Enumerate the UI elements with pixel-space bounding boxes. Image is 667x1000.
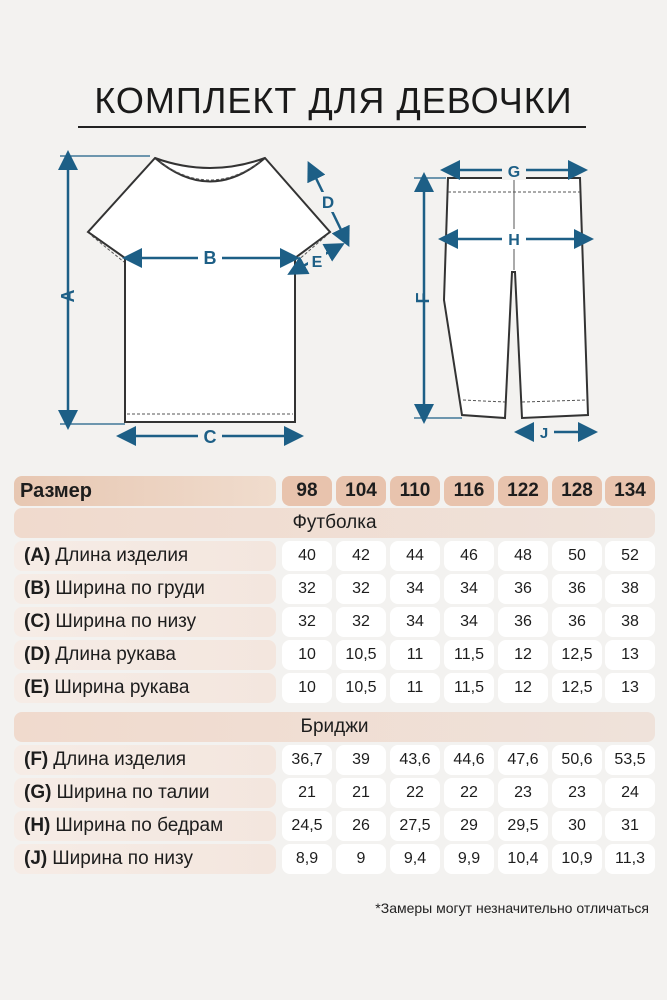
table-cell: 30 — [552, 811, 602, 841]
table-row — [14, 778, 655, 808]
table-cell: 9,9 — [444, 844, 494, 874]
section-title-tshirt: Футболка — [14, 508, 655, 538]
table-cell: 13 — [605, 673, 655, 703]
garment-diagram — [0, 140, 667, 460]
table-cell: 52 — [605, 541, 655, 571]
table-cell: 11 — [390, 640, 440, 670]
row-label: Ширина по груди — [55, 578, 205, 599]
table-cell: 9 — [336, 844, 386, 874]
size-98: 98 — [282, 476, 332, 506]
breeches-icon — [444, 178, 588, 418]
table-cell: 13 — [605, 640, 655, 670]
table-cell: 24,5 — [282, 811, 332, 841]
table-cell: 34 — [444, 574, 494, 604]
table-cell: 11,5 — [444, 673, 494, 703]
table-cell: 12 — [498, 673, 548, 703]
table-cell: 40 — [282, 541, 332, 571]
row-letter: (C) — [24, 611, 51, 632]
row-letter: (G) — [24, 782, 52, 803]
row-letter: (J) — [24, 848, 48, 869]
table-cell: 34 — [444, 607, 494, 637]
table-cell: 36 — [498, 574, 548, 604]
table-cell: 38 — [605, 574, 655, 604]
table-header-row — [14, 476, 655, 506]
table-cell: 34 — [390, 574, 440, 604]
row-label: Ширина по талии — [56, 782, 210, 803]
size-header-label: Размер — [14, 476, 276, 506]
table-cell: 36 — [498, 607, 548, 637]
table-cell: 24 — [605, 778, 655, 808]
row-letter: (E) — [24, 677, 50, 698]
table-cell: 10,9 — [552, 844, 602, 874]
table-cell: 39 — [336, 745, 386, 775]
table-cell: 38 — [605, 607, 655, 637]
table-cell: 36 — [552, 607, 602, 637]
page-title: КОМПЛЕКТ ДЛЯ ДЕВОЧКИ — [94, 80, 573, 121]
dimension-j-label: J — [539, 425, 549, 442]
size-110: 110 — [390, 476, 440, 506]
table-cell: 23 — [552, 778, 602, 808]
table-cell: 21 — [282, 778, 332, 808]
size-122: 122 — [498, 476, 548, 506]
table-cell: 12 — [498, 640, 548, 670]
row-letter: (H) — [24, 815, 51, 836]
table-cell: 10 — [282, 640, 332, 670]
size-128: 128 — [552, 476, 602, 506]
table-cell: 26 — [336, 811, 386, 841]
table-cell: 9,4 — [390, 844, 440, 874]
table-row — [14, 745, 655, 775]
table-row — [14, 673, 655, 703]
row-letter: (A) — [24, 545, 51, 566]
row-label: Длина изделия — [53, 749, 187, 770]
table-row — [14, 574, 655, 604]
tshirt-icon — [88, 158, 330, 422]
dimension-a-label: A — [58, 289, 78, 303]
dimension-h-label: H — [508, 232, 520, 249]
dimension-d-label: D — [321, 193, 335, 212]
dimension-b-label: B — [203, 248, 217, 268]
row-label: Ширина по низу — [55, 611, 197, 632]
table-row — [14, 607, 655, 637]
table-cell: 44 — [390, 541, 440, 571]
dimension-c-label: C — [203, 427, 217, 447]
table-cell: 50,6 — [552, 745, 602, 775]
table-cell: 47,6 — [498, 745, 548, 775]
size-104: 104 — [336, 476, 386, 506]
table-cell: 29,5 — [498, 811, 548, 841]
table-cell: 32 — [336, 607, 386, 637]
table-cell: 46 — [444, 541, 494, 571]
table-cell: 8,9 — [282, 844, 332, 874]
table-cell: 10,4 — [498, 844, 548, 874]
table-cell: 42 — [336, 541, 386, 571]
table-cell: 32 — [336, 574, 386, 604]
table-cell: 43,6 — [390, 745, 440, 775]
table-cell: 31 — [605, 811, 655, 841]
footnote: *Замеры могут незначительно отличаться — [375, 900, 649, 916]
table-cell: 22 — [390, 778, 440, 808]
table-cell: 10,5 — [336, 673, 386, 703]
table-cell: 53,5 — [605, 745, 655, 775]
row-letter: (D) — [24, 644, 51, 665]
table-cell: 12,5 — [552, 673, 602, 703]
table-cell: 23 — [498, 778, 548, 808]
table-cell: 44,6 — [444, 745, 494, 775]
row-label: Длина рукава — [55, 644, 176, 665]
title-underline — [78, 126, 586, 128]
table-cell: 10 — [282, 673, 332, 703]
table-cell: 12,5 — [552, 640, 602, 670]
size-116: 116 — [444, 476, 494, 506]
table-cell: 48 — [498, 541, 548, 571]
table-cell: 32 — [282, 607, 332, 637]
table-row — [14, 640, 655, 670]
table-cell: 29 — [444, 811, 494, 841]
table-cell: 50 — [552, 541, 602, 571]
table-cell: 11,5 — [444, 640, 494, 670]
table-cell: 22 — [444, 778, 494, 808]
table-cell: 11 — [390, 673, 440, 703]
table-cell: 32 — [282, 574, 332, 604]
table-cell: 36,7 — [282, 745, 332, 775]
table-cell: 10,5 — [336, 640, 386, 670]
table-row — [14, 811, 655, 841]
table-cell: 11,3 — [605, 844, 655, 874]
section-title-breeches: Бриджи — [14, 712, 655, 742]
dimension-e-label: E — [311, 254, 323, 271]
row-label: Ширина по низу — [52, 848, 194, 869]
table-row — [14, 541, 655, 571]
row-letter: (B) — [24, 578, 51, 599]
row-letter: (F) — [24, 749, 49, 770]
row-label: Ширина по бедрам — [55, 815, 224, 836]
table-cell: 36 — [552, 574, 602, 604]
dimension-g-label: G — [507, 164, 521, 181]
table-cell: 34 — [390, 607, 440, 637]
row-label: Длина изделия — [55, 545, 189, 566]
table-row — [14, 844, 655, 874]
dimension-f-label: F — [413, 292, 433, 304]
table-cell: 27,5 — [390, 811, 440, 841]
row-label: Ширина рукава — [54, 677, 190, 698]
size-134: 134 — [605, 476, 655, 506]
table-cell: 21 — [336, 778, 386, 808]
